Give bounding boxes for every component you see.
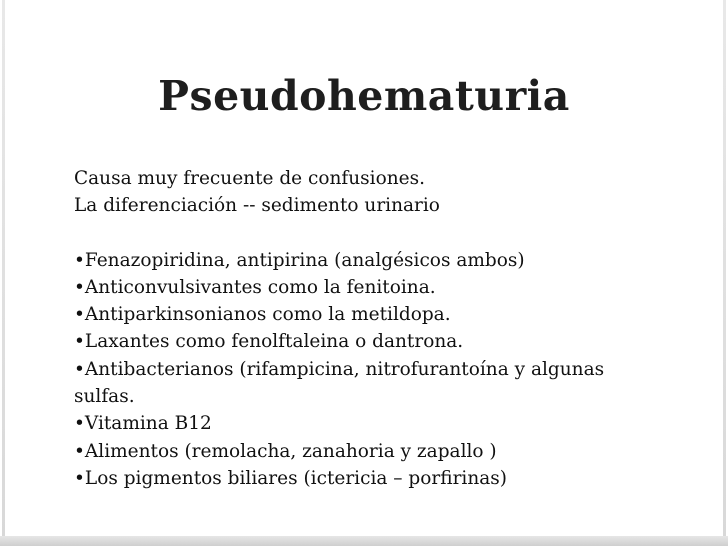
slide-body	[74, 165, 634, 492]
intro-line: La diferenciación -- sedimento urinario	[74, 195, 440, 217]
bullet-item: •Antibacterianos (rifampicina, nitrofurantoína y algunas sulfas.	[74, 358, 605, 408]
bullet-item: •Antiparkinsonianos como la metildopa.	[74, 304, 451, 326]
bullet-item: •Laxantes como fenolftaleina o dantrona.	[74, 331, 464, 353]
intro-line: Causa muy frecuente de confusiones.	[74, 168, 425, 189]
bullet-item: •Anticonvulsivantes como la fenitoina.	[74, 276, 436, 298]
bullet-item: •Fenazopiridina, antipirina (analgésicos ambos)	[74, 249, 525, 271]
bottom-bar	[0, 536, 728, 546]
slide-title	[0, 68, 728, 124]
bullet-item: •Los pigmentos biliares (ictericia – porfirinas)	[74, 467, 507, 489]
slide-title-text: Pseudohematuria	[158, 72, 570, 120]
bullet-item: •Vitamina B12	[74, 413, 212, 435]
bullet-item: •Alimentos (remolacha, zanahoria y zapallo )	[74, 440, 497, 462]
spacer	[74, 220, 634, 247]
